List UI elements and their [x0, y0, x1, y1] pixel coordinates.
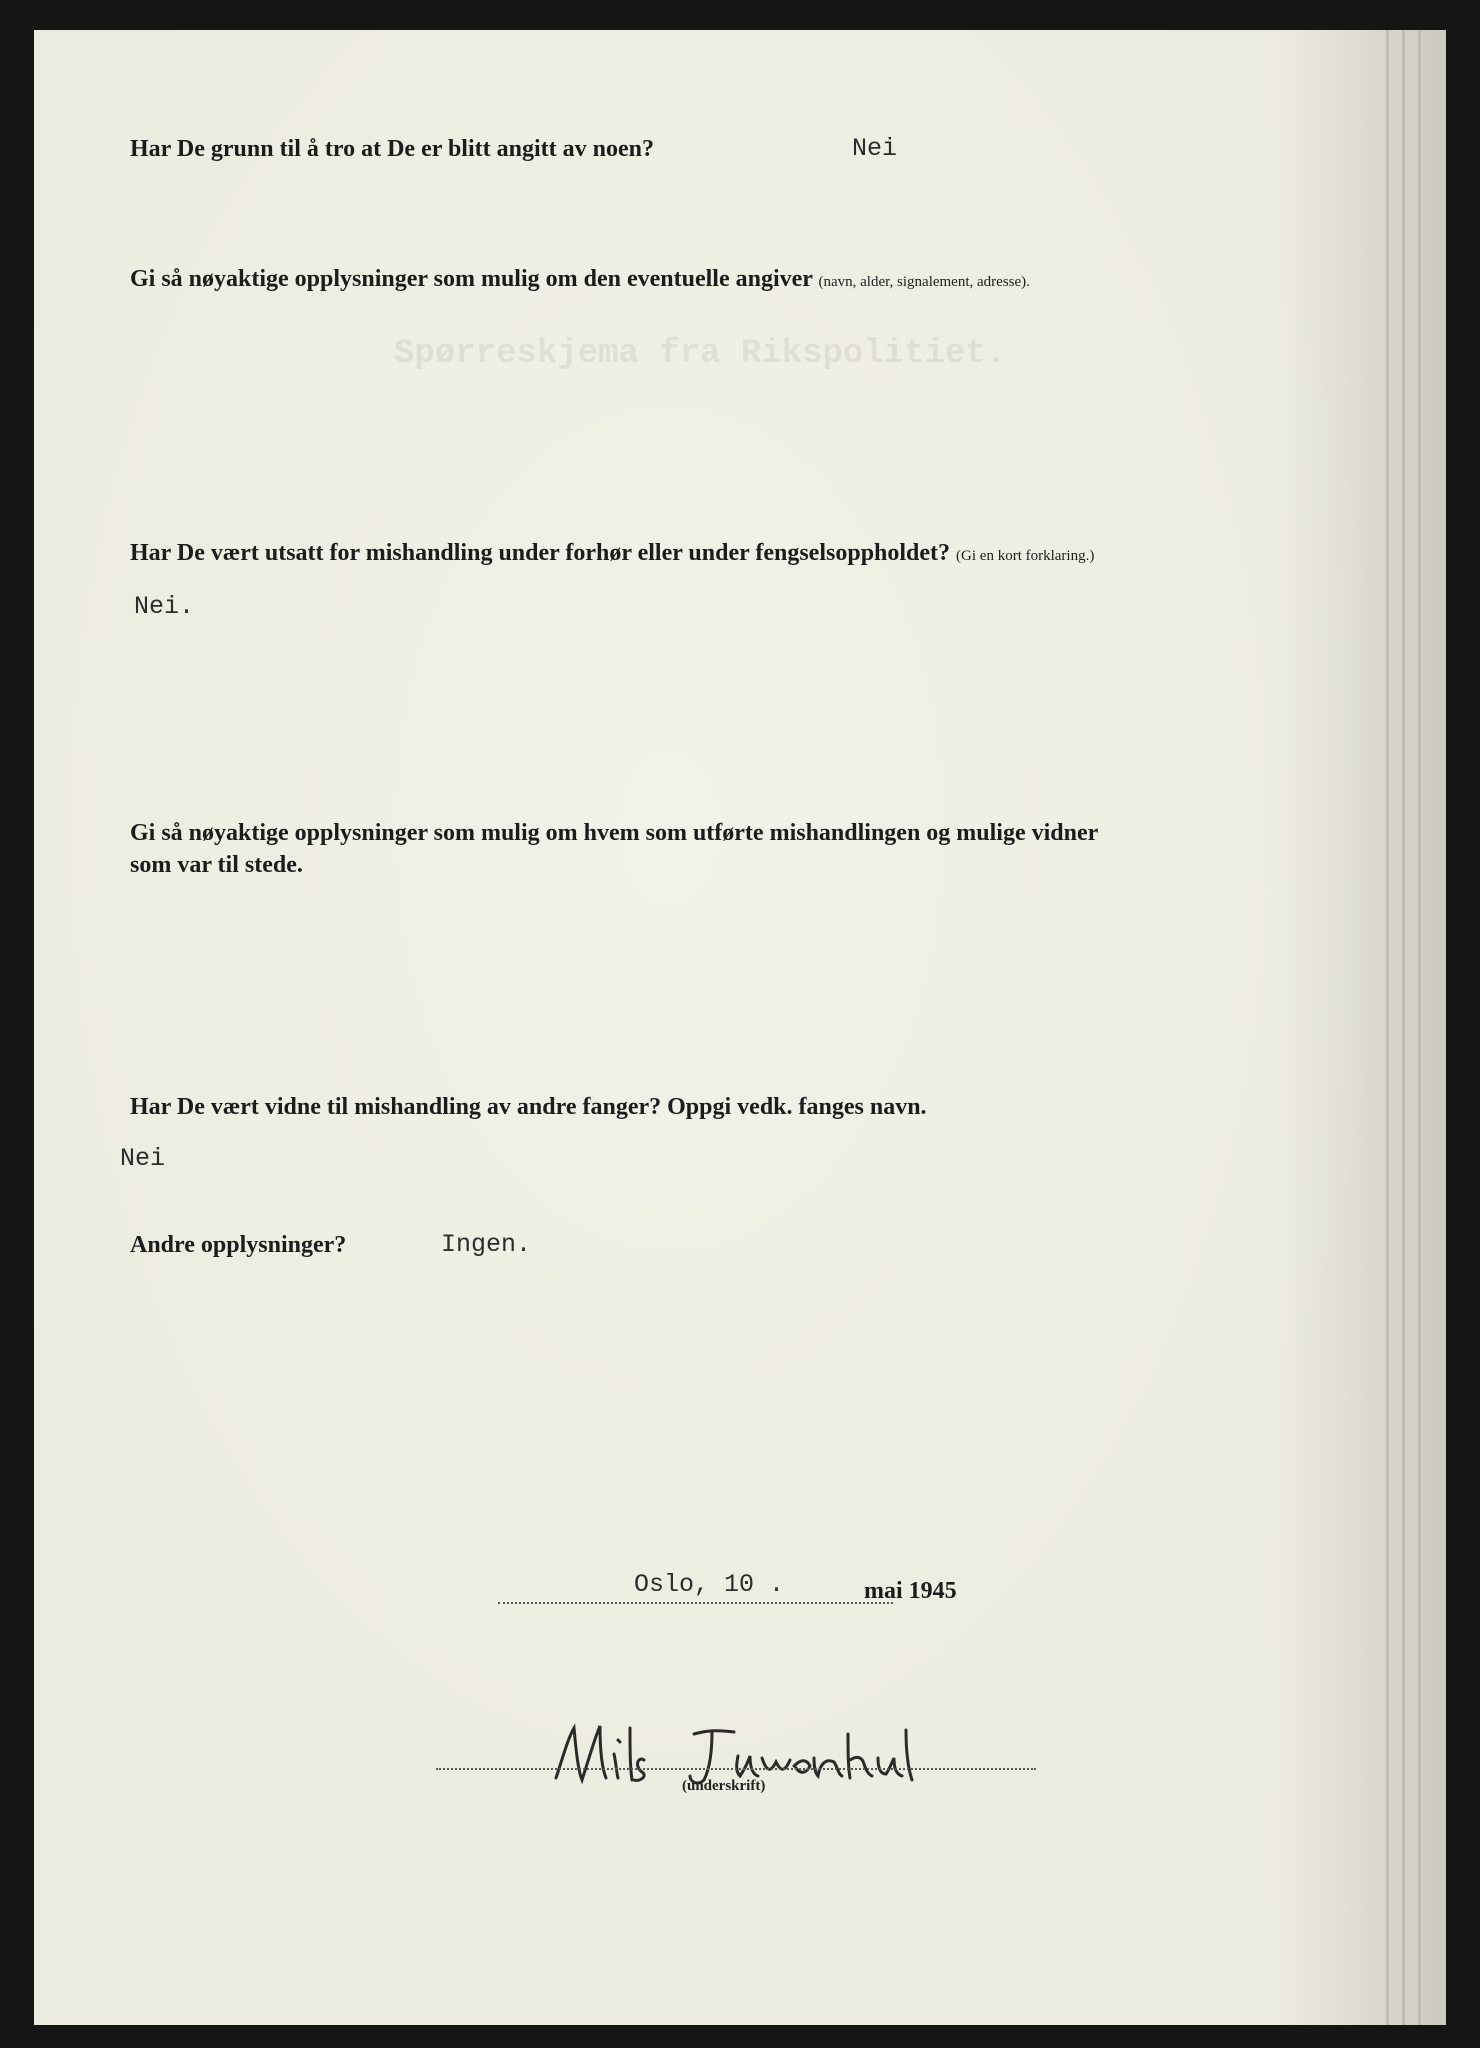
document-page [34, 30, 1446, 2025]
page-edge-shadow [1418, 30, 1421, 2025]
question-angiver-details [130, 266, 1030, 293]
date-month-year: mai 1945 [864, 1578, 957, 1604]
answer-mishandling: Nei. [134, 592, 195, 621]
question-mishandling-note: (Gi en kort forklaring.) [956, 548, 1095, 564]
answer-andre-opplysninger: Ingen. [441, 1230, 532, 1259]
signature-dotted-line [436, 1768, 1036, 1770]
question-vidne-label: Har De vært vidne til mishandling av andre fanger? Oppgi vedk. fanges navn. [130, 1094, 927, 1120]
question-mishandling-label: Har De vært utsatt for mishandling under forhør eller under fengselsoppholdet? [130, 540, 951, 566]
question-angitt-label: Har De grunn til å tro at De er blitt angitt av noen? [130, 136, 654, 162]
question-vidne [130, 1094, 927, 1121]
date-place-day: Oslo, 10 . [634, 1570, 785, 1599]
question-angiver-note: (navn, alder, signalement, adresse). [818, 274, 1030, 290]
question-mishandling [130, 540, 1094, 567]
question-angiver-label: Gi så nøyaktige opplysninger som mulig om den eventuelle angiver [130, 266, 813, 292]
date-dotted-line [498, 1602, 893, 1604]
page-edge-shadow [1386, 30, 1389, 2025]
bleed-through-title: Spørreskjema fra Rikspolitiet. [394, 335, 1007, 373]
answer-angitt: Nei [852, 134, 898, 163]
question-mishandler-details-line2: som var til stede. [130, 852, 303, 878]
page-edge-shadow [1402, 30, 1405, 2025]
question-mishandler-details-line1: Gi så nøyaktige opplysninger som mulig om hvem som utførte mishandlingen og mulige vidner [130, 820, 1099, 846]
question-angitt [130, 136, 654, 163]
signature-caption: (underskrift) [682, 1778, 766, 1794]
question-andre-label: Andre opplysninger? [130, 1232, 347, 1258]
question-andre-opplysninger [130, 1232, 346, 1259]
answer-vidne: Nei [120, 1144, 166, 1173]
